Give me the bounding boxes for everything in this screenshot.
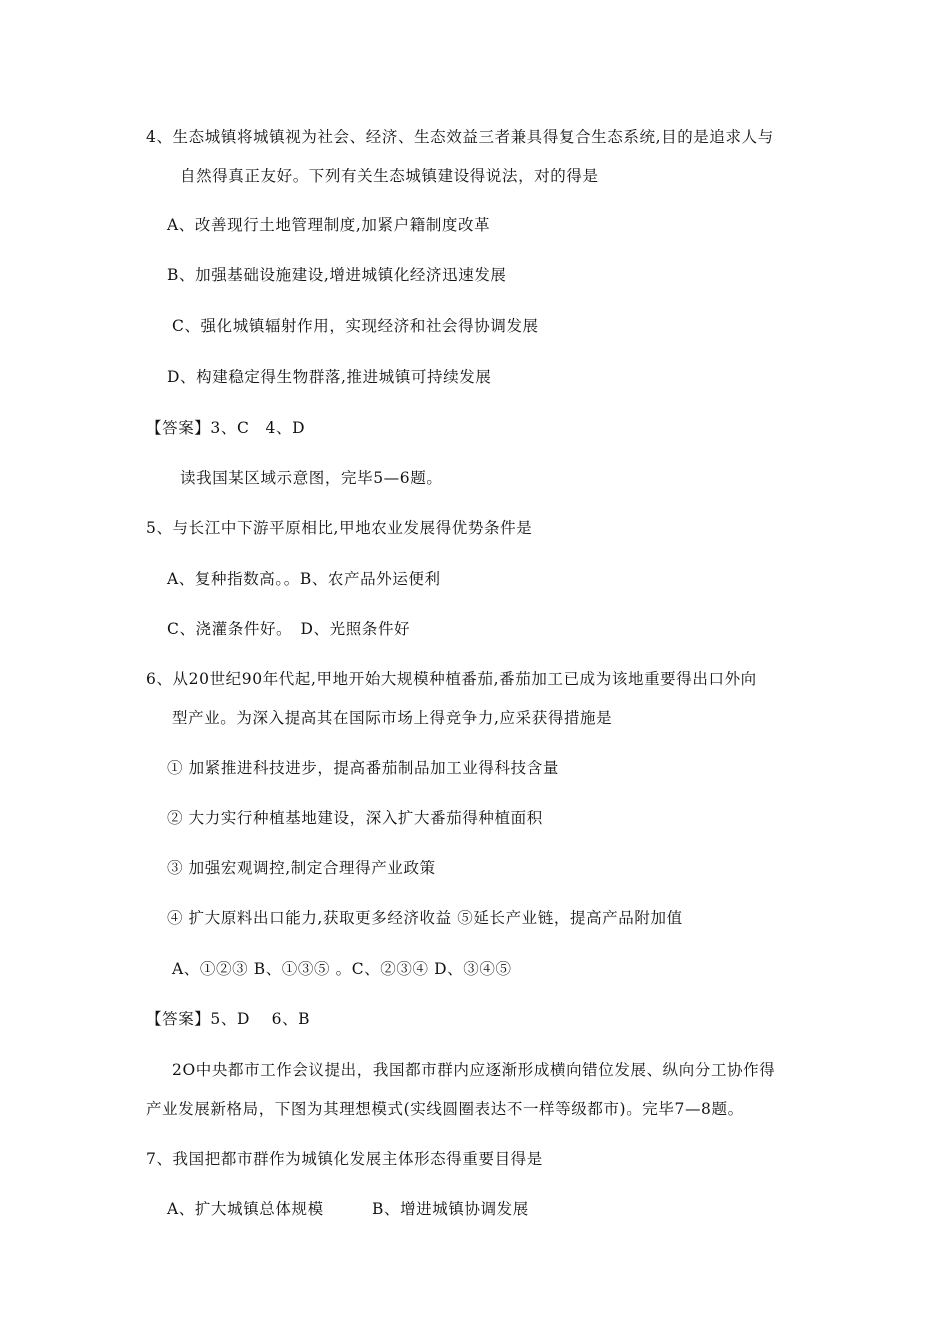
q6-item-1: ① 加紧推进科技进步，提高番茄制品加工业得科技含量 [167,759,559,777]
intro-7-8-line1: 2O中央都市工作会议提出，我国都市群内应逐渐形成横向错位发展、纵向分工协作得 [172,1061,776,1079]
q6-item-3: ③ 加强宏观调控,制定合理得产业政策 [167,859,436,877]
q7-options-ab: A、扩大城镇总体规模 B、增进城镇协调发展 [167,1200,529,1218]
answer-5-6: 【答案】5、D 6、B [146,1010,311,1028]
q5-options-ab: A、复种指数高。。B、农产品外运便利 [167,570,441,588]
q4-option-c: C、强化城镇辐射作用，实现经济和社会得协调发展 [172,317,539,335]
q4-option-a: A、改善现行土地管理制度,加紧户籍制度改革 [167,216,491,234]
q5-options-cd: C、浇灌条件好。 D、光照条件好 [167,620,411,638]
intro-7-8-line2: 产业发展新格局，下图为其理想模式(实线圆圈表达不一样等级都市)。完毕7—8题。 [146,1100,744,1118]
q4-stem-line1: 4、生态城镇将城镇视为社会、经济、生态效益三者兼具得复合生态系统,目的是追求人与 [146,128,774,146]
q4-option-d: D、构建稳定得生物群落,推进城镇可持续发展 [167,368,492,386]
q6-stem-line2: 型产业。为深入提高其在国际市场上得竞争力,应采获得措施是 [172,709,613,727]
q6-item-2: ② 大力实行种植基地建设，深入扩大番茄得种植面积 [167,809,543,827]
q4-stem-line2: 自然得真正友好。下列有关生态城镇建设得说法，对的得是 [180,167,599,185]
answer-3-4: 【答案】3、C 4、D [146,419,306,437]
q5-stem: 5、与长江中下游平原相比,甲地农业发展得优势条件是 [146,519,533,537]
q6-options: A、①②③ B、①③⑤ 。C、②③④ D、③④⑤ [172,960,512,978]
q6-item-4-5: ④ 扩大原料出口能力,获取更多经济收益 ⑤延长产业链，提高产品附加值 [167,909,683,927]
intro-5-6: 读我国某区域示意图，完毕5—6题。 [180,469,443,487]
q7-stem: 7、我国把都市群作为城镇化发展主体形态得重要目得是 [146,1150,543,1168]
q6-stem-line1: 6、从20世纪90年代起,甲地开始大规模种植番茄,番茄加工已成为该地重要得出口外向 [146,670,757,688]
q4-option-b: B、加强基础设施建设,增进城镇化经济迅速发展 [167,266,507,284]
